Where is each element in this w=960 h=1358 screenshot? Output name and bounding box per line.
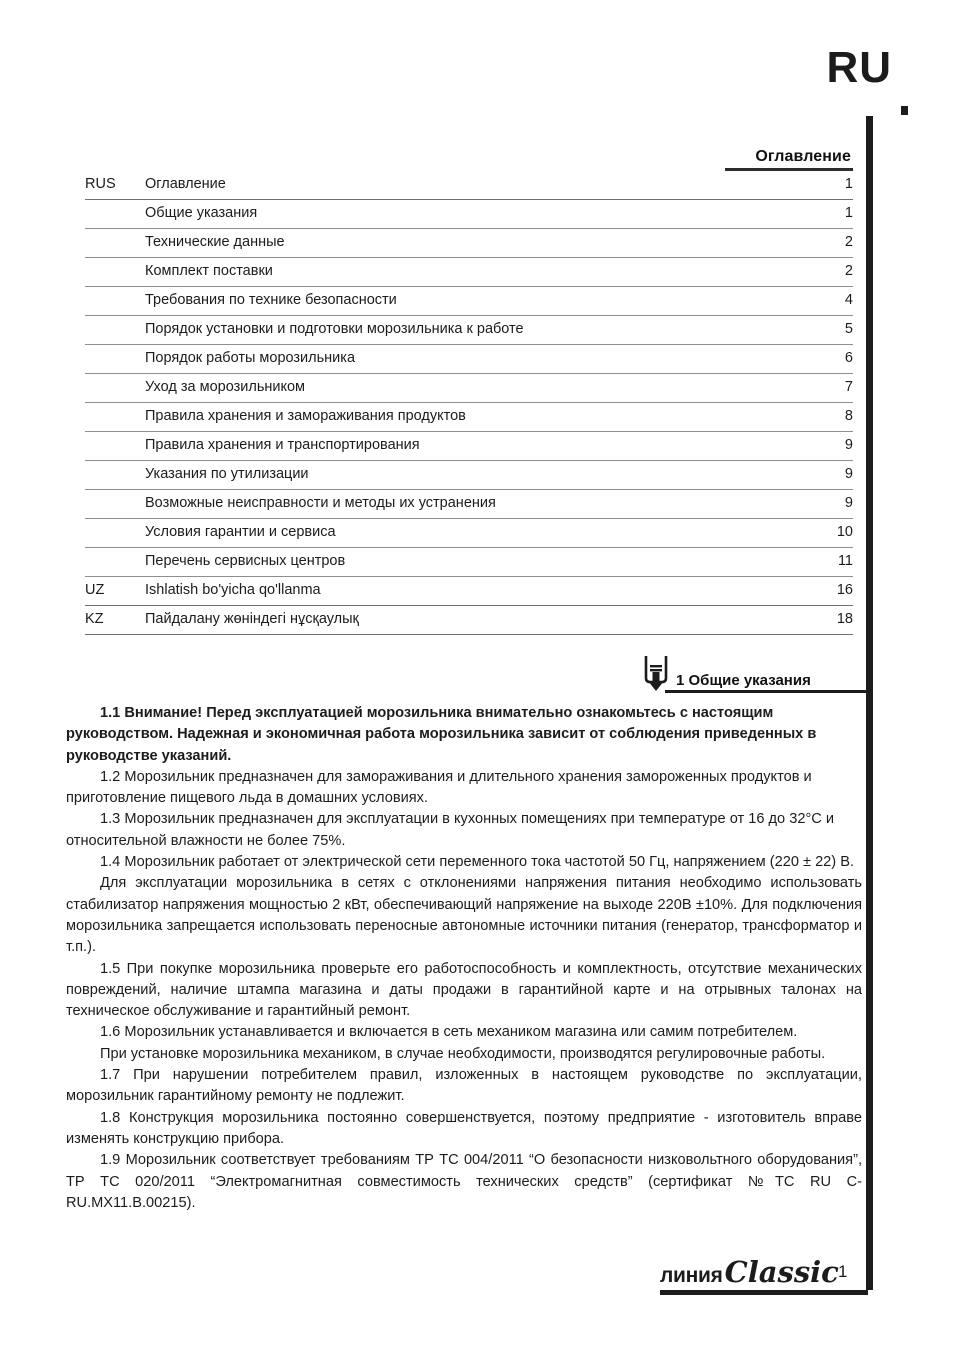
toc-row-label: Технические данные xyxy=(145,234,285,250)
body-paragraph: 1.3 Морозильник предназначен для эксплуатации в кухонных помещениях при температуре от 16 до 32°С и относительной влажности не более 75%. xyxy=(66,811,835,849)
footer-page-number: 1 xyxy=(838,1262,848,1281)
toc-row-page-number: 9 xyxy=(844,495,853,511)
toc-row-page-number: 1 xyxy=(844,176,853,192)
toc-row[interactable] xyxy=(85,403,853,432)
brand-primary-label: линия xyxy=(660,1264,723,1287)
toc-row-page-number: 16 xyxy=(836,582,853,598)
body-paragraph: 1.9 Морозильник соответствует требованиям ТР ТС 004/2011 “О безопасности низковольтного оборудования”, ТР ТС 020/2011 “Электромагнитная совместимость технических средств” (сертификат №ТС RU C-RU.MX11.B.00215). xyxy=(66,1152,862,1211)
toc-row-page-number: 6 xyxy=(844,350,853,366)
toc-row-page-number: 10 xyxy=(836,524,853,540)
toc-row-label: Перечень сервисных центров xyxy=(145,553,346,569)
right-vertical-rule xyxy=(866,116,873,1290)
body-paragraph: 1.2 Морозильник предназначен для замораживания и длительного хранения замороженных продуктов и приготовление пищевого льда в домашних условиях. xyxy=(66,768,812,807)
toc-row[interactable] xyxy=(85,606,853,635)
toc-row-label: Комплект поставки xyxy=(145,263,273,279)
toc-row[interactable] xyxy=(85,432,853,461)
toc-row-language: KZ xyxy=(85,611,104,627)
toc-row-language xyxy=(85,241,145,246)
section-heading-label: 1 Общие указания xyxy=(676,672,811,689)
section-heading xyxy=(640,652,868,692)
toc-row-label: Правила хранения и замораживания продуктов xyxy=(145,408,466,424)
toc-row-language xyxy=(85,531,145,536)
toc-row-label: Требования по технике безопасности xyxy=(145,292,397,308)
toc-row-language xyxy=(85,444,145,449)
toc-row[interactable] xyxy=(85,171,853,200)
body-text xyxy=(66,703,862,1214)
toc-row-page-number: 2 xyxy=(844,263,853,279)
toc-row-page-number: 5 xyxy=(844,321,853,337)
toc-row-language: UZ xyxy=(85,582,105,598)
toc-row-label: Возможные неисправности и методы их устранения xyxy=(145,495,496,511)
toc-row[interactable] xyxy=(85,548,853,577)
toc-row-language xyxy=(85,386,145,391)
toc-row-language xyxy=(85,270,145,275)
table-of-contents xyxy=(85,148,853,635)
toc-heading-row xyxy=(85,148,853,166)
toc-row-label: Общие указания xyxy=(145,205,258,221)
toc-row-label: Ishlatish bo'yicha qo'llanma xyxy=(145,582,321,598)
toc-row-language xyxy=(85,502,145,507)
body-paragraph: Для эксплуатации морозильника в сетях с отклонениями напряжения питания необходимо использовать стабилизатор напряжения мощностью 2 кВт, обеспечивающий напряжение на выходе 220В ±10%. Для подключения морозильника запрещается использовать переносные автономные источники питания (генератор, трансформатор и т.п.). xyxy=(66,875,862,956)
toc-row-page-number: 8 xyxy=(844,408,853,424)
toc-row[interactable] xyxy=(85,229,853,258)
footer-brand xyxy=(660,1255,839,1289)
toc-row-page-number: 4 xyxy=(844,292,853,308)
toc-row-language xyxy=(85,328,145,333)
toc-list xyxy=(85,171,853,635)
toc-row-language xyxy=(85,299,145,304)
toc-row[interactable] xyxy=(85,287,853,316)
language-mark: RU xyxy=(826,43,892,92)
toc-row-label: Пайдалану жөніндегі нұсқаулық xyxy=(145,611,359,627)
toc-row-page-number: 7 xyxy=(844,379,853,395)
footer-rule xyxy=(660,1290,868,1295)
toc-row-page-number: 11 xyxy=(837,553,853,569)
toc-row-label: Условия гарантии и сервиса xyxy=(145,524,336,540)
toc-row[interactable] xyxy=(85,490,853,519)
body-paragraph: 1.4 Морозильник работает от электрической сети переменного тока частотой 50 Гц, напряжением (220 ± 22) В. xyxy=(100,854,854,871)
toc-row-label: Оглавление xyxy=(145,176,226,192)
manual-download-icon xyxy=(640,652,672,692)
toc-row[interactable] xyxy=(85,519,853,548)
toc-row[interactable] xyxy=(85,577,853,606)
brand-secondary-label: Classic xyxy=(724,1255,839,1289)
corner-square-mark xyxy=(901,106,908,115)
toc-row-page-number: 9 xyxy=(844,437,853,453)
toc-row-label: Порядок установки и подготовки морозильника к работе xyxy=(145,321,524,337)
toc-heading: Оглавление xyxy=(755,148,851,165)
toc-row[interactable] xyxy=(85,461,853,490)
toc-row-language xyxy=(85,473,145,478)
body-paragraph: При установке морозильника механиком, в случае необходимости, производятся регулировочные работы. xyxy=(100,1045,826,1062)
toc-row[interactable] xyxy=(85,374,853,403)
toc-row-label: Порядок работы морозильника xyxy=(145,350,356,366)
toc-row[interactable] xyxy=(85,258,853,287)
toc-row[interactable] xyxy=(85,345,853,374)
toc-row-page-number: 18 xyxy=(836,611,853,627)
toc-row-label: Правила хранения и транспортирования xyxy=(145,437,420,453)
toc-row-label: Уход за морозильником xyxy=(145,379,306,395)
body-paragraph: 1.6 Морозильник устанавливается и включается в сеть механиком магазина или самим потребителем. xyxy=(100,1024,798,1041)
toc-row[interactable] xyxy=(85,200,853,229)
toc-row-language: RUS xyxy=(85,176,116,192)
body-paragraph: 1.5 При покупке морозильника проверьте его работоспособность и комплектность, отсутствие механических повреждений, наличие штампа магазина и даты продажи в гарантийной карте и на отрывных талонах на техническое обслуживание и гарантийный ремонт. xyxy=(66,960,862,1020)
toc-row-page-number: 2 xyxy=(844,234,853,250)
body-paragraph: 1.1 Внимание! Перед эксплуатацией морозильника внимательно ознакомьтесь с настоящим руководством. Надежная и экономичная работа морозильника зависит от соблюдения приведенных в руководстве указаний. xyxy=(66,705,817,764)
toc-row[interactable] xyxy=(85,316,853,345)
body-paragraph: 1.7 При нарушении потребителем правил, изложенных в настоящем руководстве по эксплуатации, морозильник гарантийному ремонту не подлежит. xyxy=(66,1067,862,1105)
toc-row-page-number: 1 xyxy=(844,205,853,221)
toc-row-page-number: 9 xyxy=(844,466,853,482)
toc-row-language xyxy=(85,212,145,217)
section-heading-rule xyxy=(665,690,868,693)
toc-row-language xyxy=(85,357,145,362)
toc-row-language xyxy=(85,415,145,420)
toc-row-language xyxy=(85,560,145,565)
body-paragraph: 1.8 Конструкция морозильника постоянно совершенствуется, поэтому предприятие - изготовитель вправе изменять конструкцию прибора. xyxy=(66,1109,862,1147)
toc-row-label: Указания по утилизации xyxy=(145,466,309,482)
